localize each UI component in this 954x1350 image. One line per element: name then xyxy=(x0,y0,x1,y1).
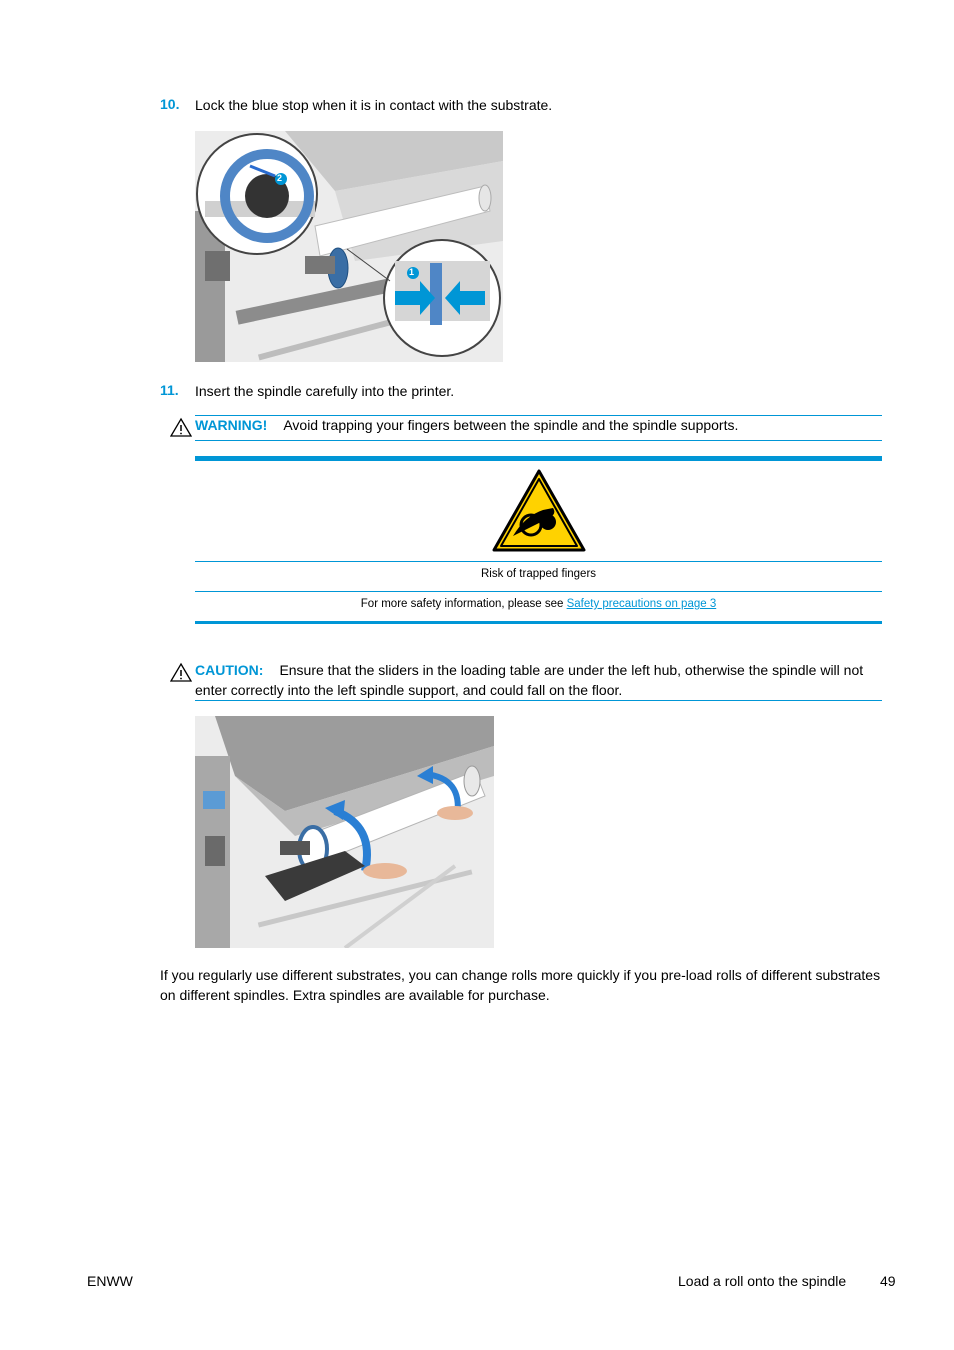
spindle-insertion-illustration xyxy=(195,716,494,948)
step-text: Insert the spindle carefully into the printer. xyxy=(195,383,455,399)
step-number: 11. xyxy=(160,382,179,398)
closing-paragraph: If you regularly use different substrates, you can change rolls more quickly if you pre-load rolls of different substrates on different spindles. Extra spindles are available for purchase. xyxy=(160,967,881,1003)
warning-triangle-icon xyxy=(170,417,192,437)
safety-table-row-rule xyxy=(195,591,882,592)
callout-1: 1 xyxy=(409,267,415,277)
caution-bottom-rule xyxy=(195,700,882,701)
safety-caption: Risk of trapped fingers xyxy=(480,568,597,580)
caution-text: Ensure that the sliders in the loading table are under the left hub, otherwise the spindle will not enter correctly into the left spindle support, and could fall on the floor. xyxy=(195,662,864,698)
callout-2: 2 xyxy=(277,173,283,183)
caution-label: CAUTION: xyxy=(195,662,264,678)
caution-triangle-icon xyxy=(170,662,192,682)
safety-table-row-rule xyxy=(195,561,882,562)
printer-illustration xyxy=(195,131,503,362)
warning-label: WARNING! xyxy=(195,417,268,433)
trapped-fingers-hazard-icon xyxy=(491,468,587,554)
figure-lock-blue-stop xyxy=(195,131,503,362)
figure-insert-spindle xyxy=(195,716,494,948)
more-info-prefix: For more safety information, please see xyxy=(360,598,567,610)
step-number: 10. xyxy=(160,96,180,112)
caution-note xyxy=(195,660,882,700)
warning-text: Avoid trapping your fingers between the spindle and the spindle supports. xyxy=(283,417,739,433)
footer-left: ENWW xyxy=(87,1273,133,1289)
safety-table-bottom-rule xyxy=(195,621,882,624)
warning-bottom-rule xyxy=(195,440,882,441)
safety-table-top-rule xyxy=(195,456,882,461)
footer-section-title: Load a roll onto the spindle xyxy=(678,1273,847,1289)
warning-note xyxy=(195,415,882,435)
step-text: Lock the blue stop when it is in contact with the substrate. xyxy=(195,97,553,113)
safety-precautions-link[interactable]: Safety precautions on page 3 xyxy=(566,598,717,610)
page-number: 49 xyxy=(880,1273,896,1289)
safety-more-info xyxy=(195,598,882,610)
